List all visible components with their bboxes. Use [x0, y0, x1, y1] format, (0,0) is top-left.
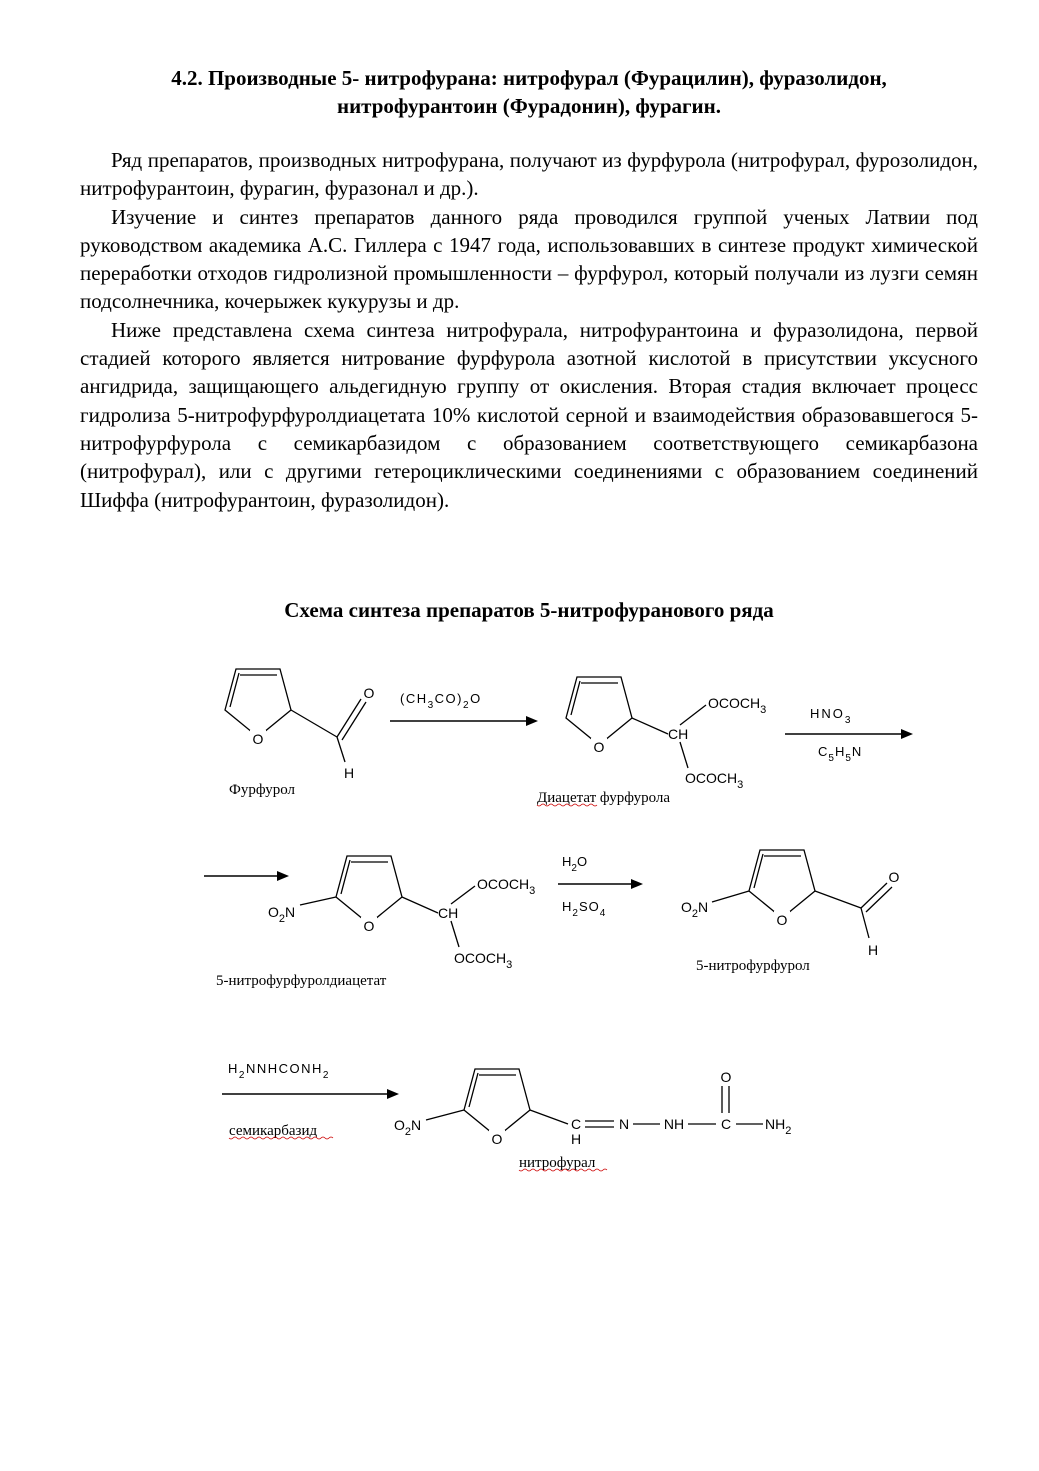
atom-o: O — [720, 1069, 732, 1085]
group-acetoxy: $OCOCH_3$ — [477, 876, 536, 897]
reagent-nitric-acid: $HNO_3$ — [810, 706, 853, 726]
heading-line-1: 4.2. Производные 5- нитрофурана: нитрофурал (Фурацилин), фуразолидон, — [171, 66, 887, 90]
atom-nh: NH — [663, 1116, 685, 1132]
label-furfural-diacetate: Диацетат фурфурола — [537, 790, 671, 806]
reagent-semicarbazide-label: семикарбазид — [229, 1123, 318, 1139]
atom-h: H — [570, 1131, 582, 1147]
atom-o: O — [888, 869, 900, 885]
reagent-semicarbazide-formula: $H_2NNHCONH_2$ — [228, 1061, 330, 1081]
group-acetoxy: $OCOCH_3$ — [685, 770, 744, 791]
reagent-sulfuric-acid: $H_2SO_4$ — [562, 899, 607, 919]
reagent-acetic-anhydride: $(CH_3CO)_2O$ — [400, 691, 482, 711]
heading-line-2: нитрофурантоин (Фурадонин), фурагин. — [336, 94, 722, 118]
group-acetoxy: $OCOCH_3$ — [708, 695, 767, 716]
nitrofurfural-diacetate-structure — [268, 856, 535, 971]
atom-o: O — [776, 912, 788, 928]
group-acetoxy: $OCOCH_3$ — [454, 950, 513, 971]
label-nitrofurfural: 5-нитрофурфурол — [696, 958, 810, 974]
group-nitro: $O_2N$ — [394, 1117, 422, 1138]
atom-n: N — [618, 1116, 630, 1132]
label-nitrofural: нитрофурал — [519, 1155, 596, 1171]
group-nh2: $NH_2$ — [765, 1116, 792, 1137]
reagent-water: $H_2O$ — [562, 854, 588, 874]
reagent-pyridine: $C_5H_5N$ — [818, 744, 863, 764]
atom-o: O — [252, 731, 264, 747]
atom-o: O — [593, 739, 605, 755]
paragraph-1: Ряд препаратов, производных нитрофурана, получают из фурфурола (нитрофурал, фурозолидон, нитрофурантоин, фурагин, фуразонал и др.). — [80, 148, 978, 201]
arrow-head-icon — [901, 729, 913, 739]
label-nitrofurfural-diacetate: 5-нитрофурфуролдиацетат — [216, 973, 387, 989]
atom-h: H — [343, 765, 355, 781]
atom-o: O — [363, 918, 375, 934]
paragraph-3: Ниже представлена схема синтеза нитрофурала, нитрофурантоина и фуразолидона, первой стадией которого является нитрование фурфурола азотной кислотой в присутствии уксусного ангидрида, защищающего альдегидную группу от окисления. Вторая стадия включает процесс гидролиза 5-нитрофурфуролдиацетата 10% кислотой серной и взаимодействия образовавшегося 5-нитрофурфурола с семикарбазидом с образованием соответствующего семикарбазона (нитрофурал), или с другими гетероциклическими соединениями с образованием соединений Шиффа (нитрофурантоин, фуразолидон). — [80, 317, 978, 512]
arrow-head-icon — [277, 871, 289, 881]
atom-ch: CH — [668, 726, 689, 742]
nitrofurfural-structure — [681, 850, 900, 958]
furfural-diacetate-structure — [566, 677, 766, 791]
paragraph-2: Изучение и синтез препаратов данного ряда проводился группой ученых Латвии под руководством академика А.С. Гиллера с 1947 года, использовавших в синтезе продукт химической переработки отходов гидролизной промышленности – фурфурол, который получали из лузги семян подсолнечника, кочерыжек кукурузы и др. — [80, 204, 978, 314]
atom-c: C — [720, 1116, 732, 1132]
group-nitro: $O_2N$ — [268, 904, 296, 925]
atom-o: O — [491, 1131, 503, 1147]
furfural-structure — [225, 669, 375, 781]
arrow-head-icon — [631, 879, 643, 889]
group-nitro: $O_2N$ — [681, 899, 709, 920]
label-furfural: Фурфурол — [229, 782, 295, 798]
atom-ch: CH — [438, 905, 459, 921]
atom-c: C — [570, 1116, 582, 1132]
atom-o: O — [363, 685, 375, 701]
arrow-head-icon — [526, 716, 538, 726]
nitrofural-structure — [394, 1069, 791, 1147]
atom-h: H — [867, 942, 879, 958]
arrow-head-icon — [387, 1089, 399, 1099]
scheme-title: Схема синтеза препаратов 5-нитрофуранового ряда — [284, 598, 774, 622]
